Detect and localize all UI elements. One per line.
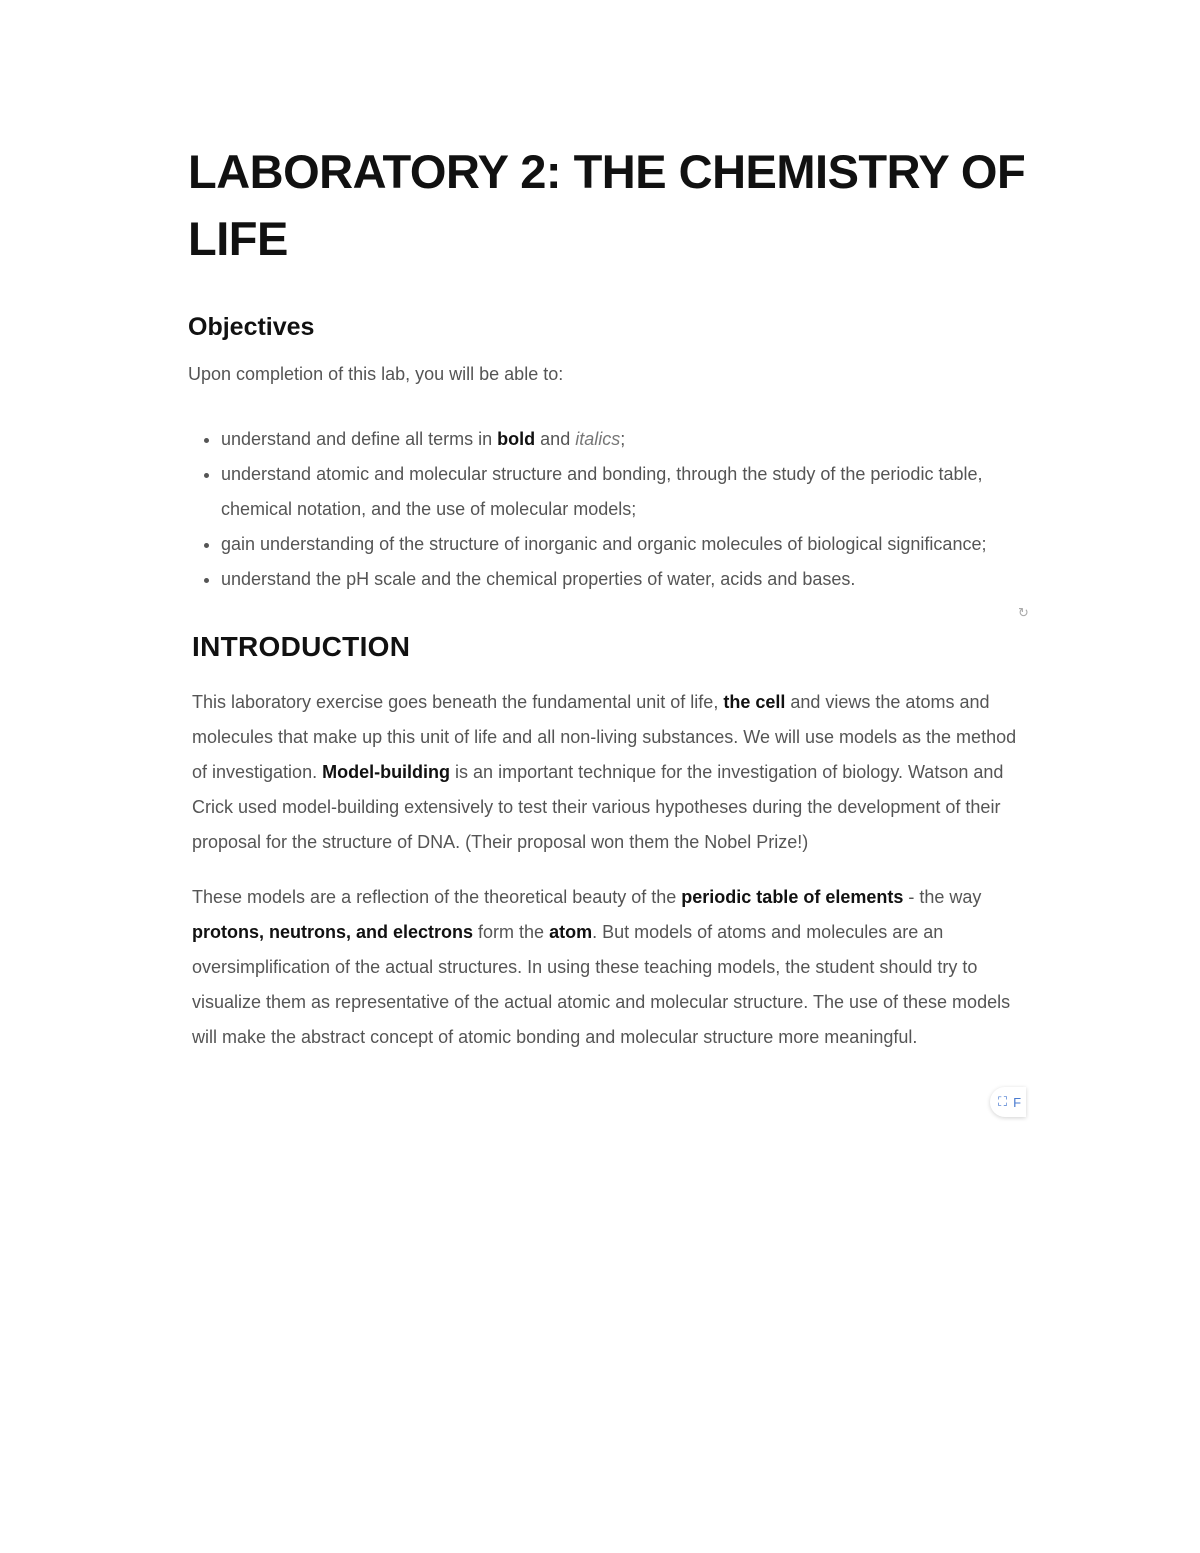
list-item: • gain understanding of the structure of inorganic and organic molecules of biological significance; xyxy=(221,527,1033,562)
refresh-button[interactable] xyxy=(1010,600,1036,626)
introduction-heading: INTRODUCTION xyxy=(192,631,411,662)
bold-term: Model-building xyxy=(322,762,451,782)
item-text: and xyxy=(535,429,576,449)
bold-term: periodic table of elements xyxy=(681,887,904,907)
page-title: LABORATORY 2: THE CHEMISTRY OF LIFE xyxy=(188,145,1026,265)
objectives-lead: Upon completion of this lab, you will be able to: xyxy=(188,364,564,384)
expand-button[interactable] xyxy=(990,1087,1026,1117)
bold-term: protons, neutrons, and electrons xyxy=(192,922,474,942)
objectives-list xyxy=(188,422,1033,597)
list-item xyxy=(221,422,1033,457)
paragraph-text: form the xyxy=(473,922,550,942)
bold-term: the cell xyxy=(723,692,786,712)
intro-paragraph-2 xyxy=(192,880,1033,1055)
expand-label: F xyxy=(1013,1094,1022,1110)
italic-term: italics xyxy=(575,429,621,449)
bold-term: bold xyxy=(497,429,536,449)
item-text: ; xyxy=(620,429,626,449)
document-content xyxy=(188,138,1033,1055)
item-text: understand and define all terms in xyxy=(221,429,498,449)
objectives-heading: Objectives xyxy=(188,313,315,341)
paragraph-text: and views the atoms and molecules that make up this unit of life and all non-living substances. We will use models as the method of investigation. xyxy=(192,692,1017,782)
expand-icon: ⛶ xyxy=(998,1094,1008,1109)
paragraph-text: These models are a reflection of the theoretical beauty of the xyxy=(192,887,682,907)
list-item: • understand atomic and molecular structure and bonding, through the study of the periodic table, chemical notation, and the use of molecular models; xyxy=(221,457,1033,527)
paragraph-text: . But models of atoms and molecules are an oversimplification of the actual structures. In using these teaching models, the student should try to visualize them as representative of the actual atomic and molecular structure. The use of these models will make the abstract concept of atomic bonding and molecular structure more meaningful. xyxy=(192,922,1011,1047)
paragraph-text: is an important technique for the investigation of biology. Watson and Crick used model-building extensively to test their various hypotheses during the development of their proposal for the structure of DNA. (Their proposal won them the Nobel Prize!) xyxy=(192,762,1004,852)
intro-paragraph-1 xyxy=(192,685,1033,860)
refresh-icon: ↻ xyxy=(1018,605,1029,620)
paragraph-text: This laboratory exercise goes beneath the fundamental unit of life, xyxy=(192,692,724,712)
paragraph-text: - the way xyxy=(903,887,982,907)
list-item: • understand the pH scale and the chemical properties of water, acids and bases. xyxy=(221,562,1033,597)
bold-term: atom xyxy=(549,922,593,942)
